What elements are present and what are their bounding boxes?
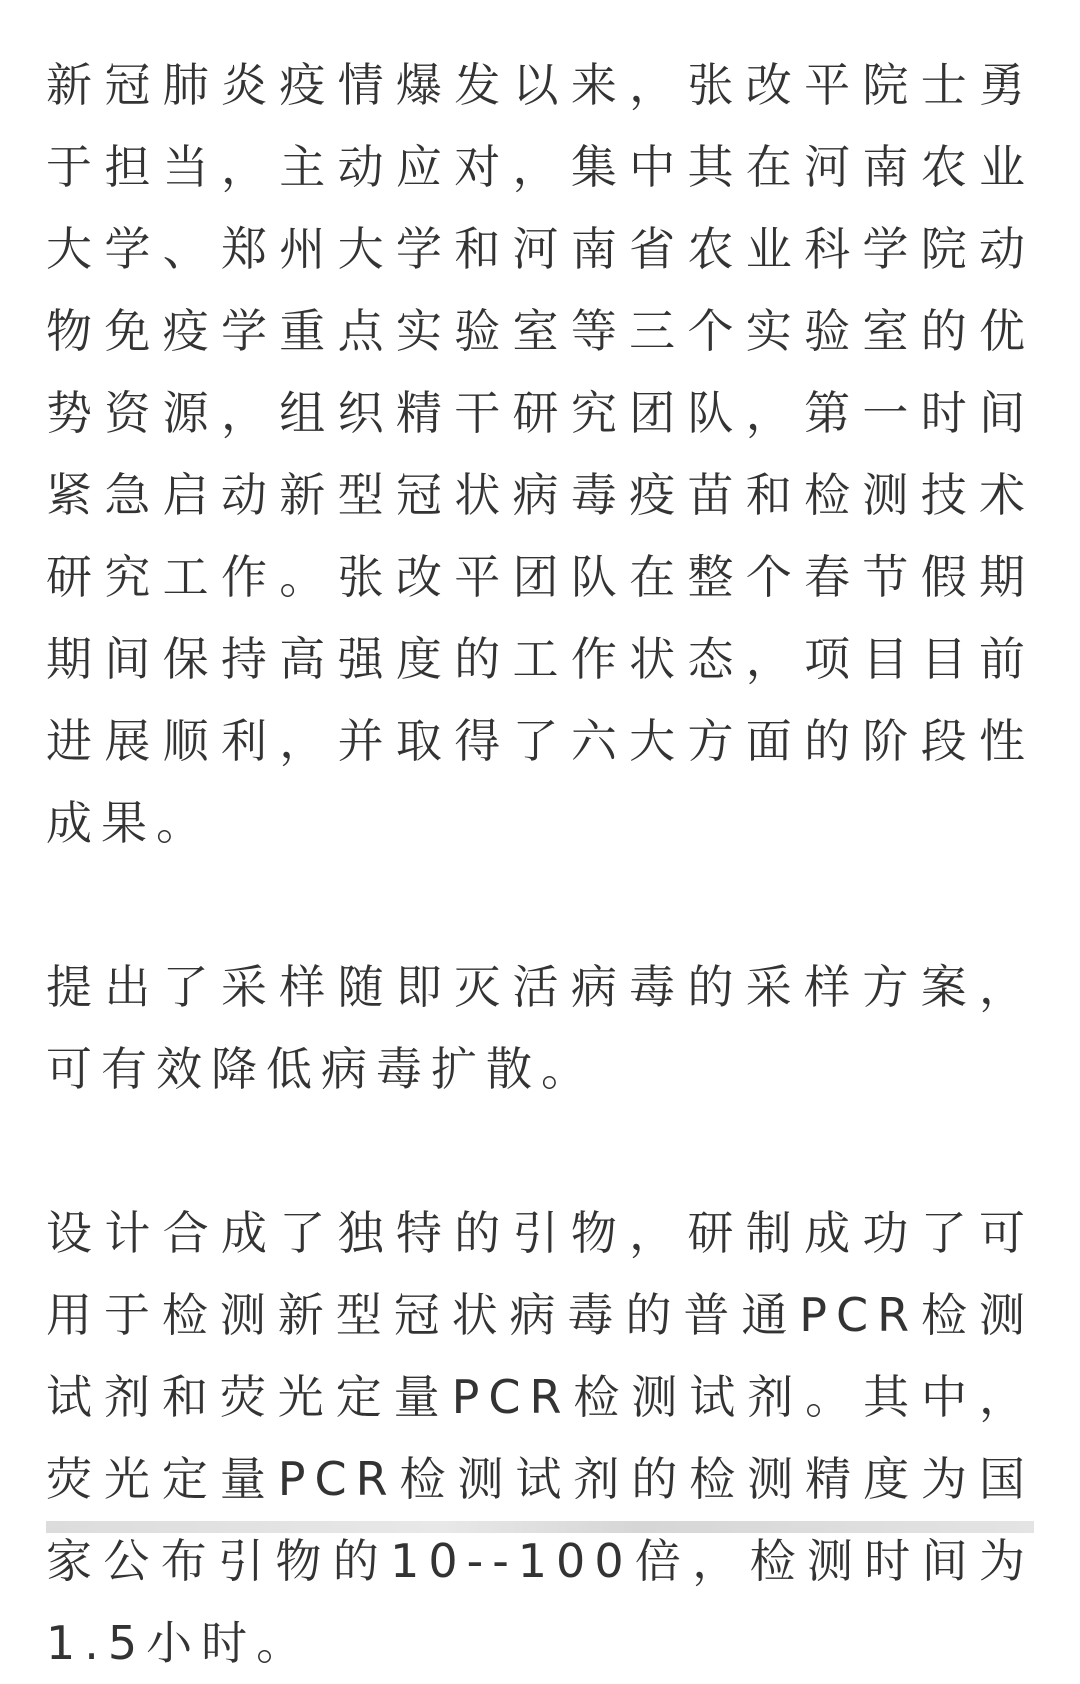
article-image-top-edge [46, 1521, 1034, 1533]
paragraph-sampling: 提出了采样随即灭活病毒的采样方案，可有效降低病毒扩散。 [46, 960, 1034, 1096]
paragraph-pcr-reagent: 设计合成了独特的引物，研制成功了可用于检测新型冠状病毒的普通PCR检测试剂和荧光定量PCR检测试剂。其中，荧光定量PCR检测试剂的检测精度为国家公布引物的10--100倍，检测时间为1.5小时。 [46, 1206, 1034, 1670]
paragraph-intro: 新冠肺炎疫情爆发以来，张改平院士勇于担当，主动应对，集中其在河南农业大学、郑州大学和河南省农业科学院动物免疫学重点实验室等三个实验室的优势资源，组织精干研究团队，第一时间紧急启动新型冠状病毒疫苗和检测技术研究工作。张改平团队在整个春节假期期间保持高强度的工作状态，项目目前进展顺利，并取得了六大方面的阶段性成果。 [46, 58, 1034, 850]
article-body [46, 44, 1034, 1684]
